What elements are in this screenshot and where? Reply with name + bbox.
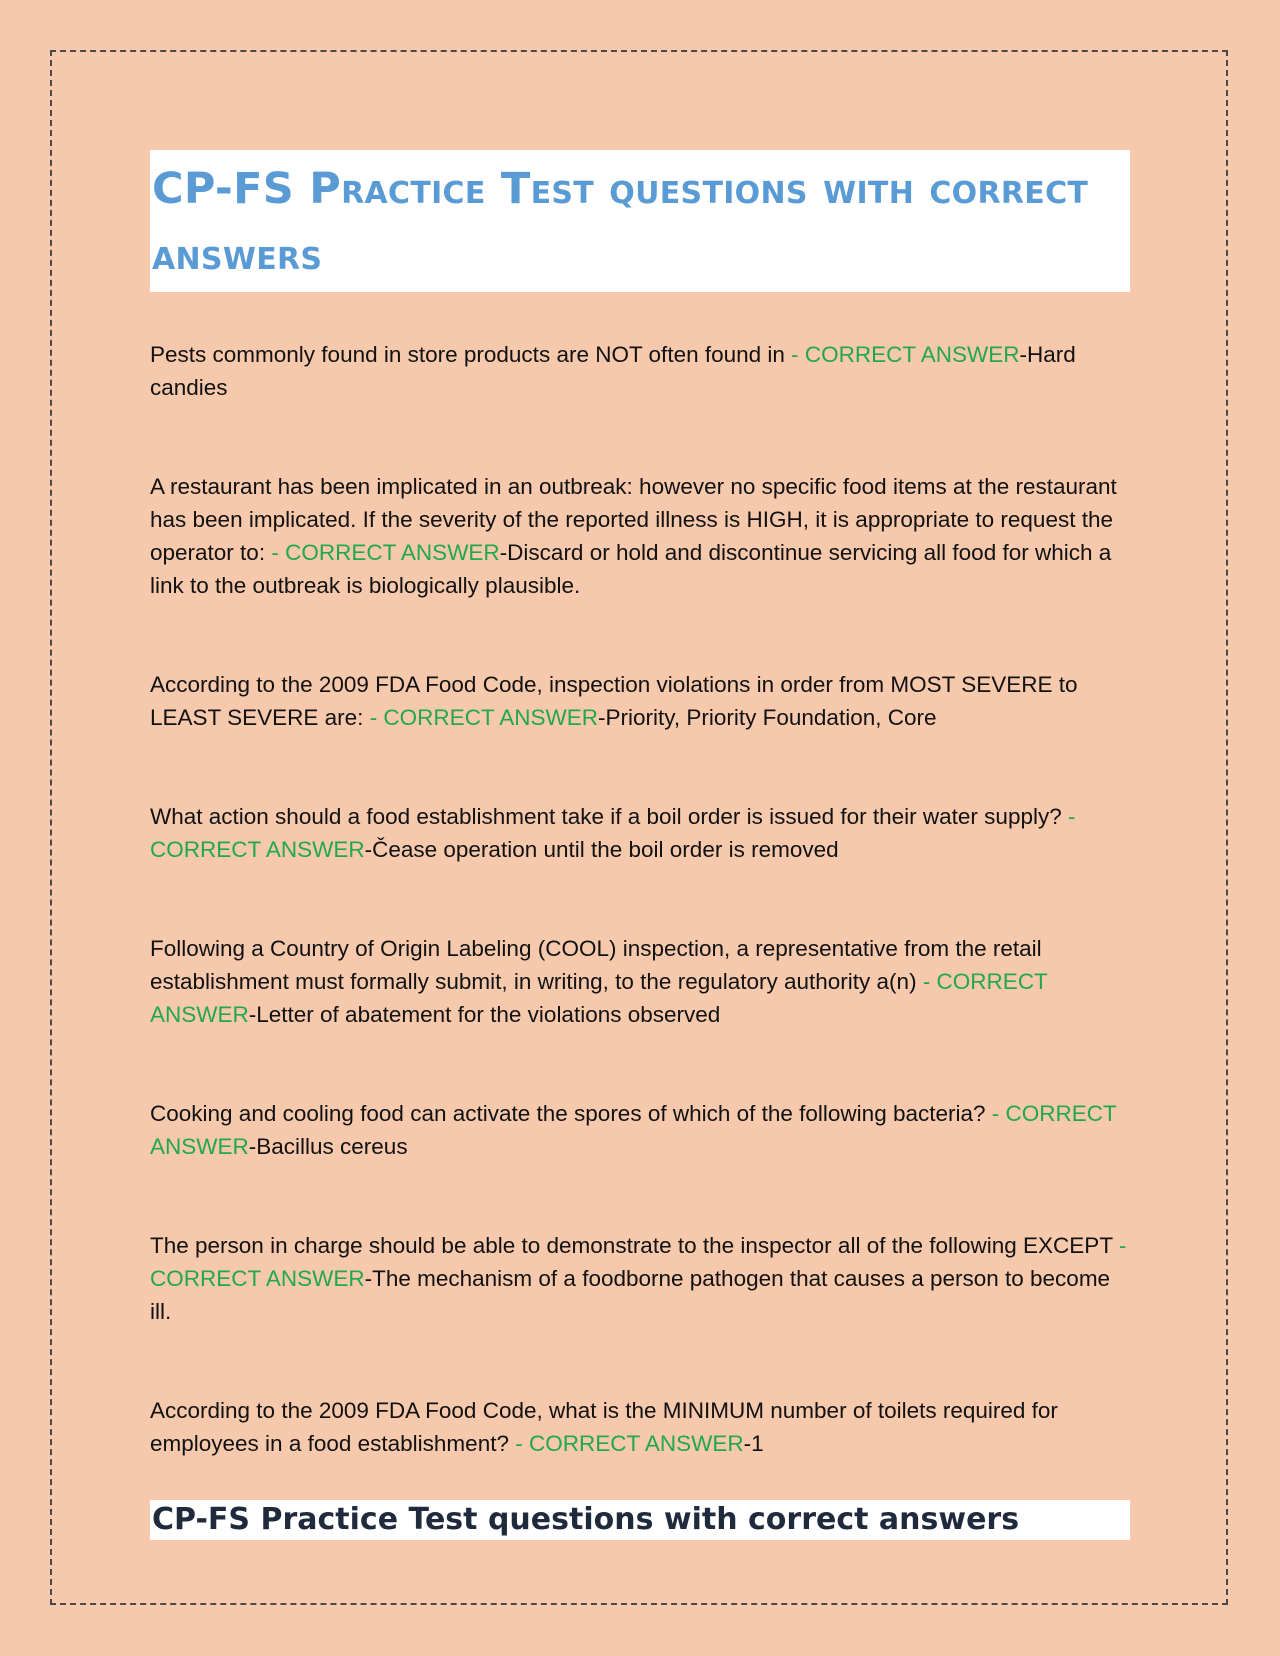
answer-text: -Discard or hold and discontinue servicing all food for which a link to the outbreak is biologically plausible. — [150, 540, 1112, 598]
question-text: According to the 2009 FDA Food Code, inspection violations in order from MOST SEVERE to LEAST SEVERE are: — [150, 672, 1078, 730]
question-text: According to the 2009 FDA Food Code, what is the MINIMUM number of toilets required for employees in a food establishment? — [150, 1398, 1058, 1456]
document-content — [150, 150, 1130, 1540]
qa-item — [150, 1097, 1130, 1163]
footer-title-box — [150, 1500, 1130, 1540]
correct-answer-marker: - CORRECT ANSWER — [150, 1101, 1117, 1159]
document-title: CP-FS Practice Test questions with correct answers — [152, 164, 1089, 280]
question-text: Following a Country of Origin Labeling (COOL) inspection, a representative from the retail establishment must formally submit, in writing, to the regulatory authority a(n) — [150, 936, 1042, 994]
qa-item — [150, 1229, 1130, 1328]
answer-text: -1 — [743, 1431, 764, 1456]
qa-item — [150, 668, 1130, 734]
qa-item — [150, 932, 1130, 1031]
correct-answer-marker: - CORRECT ANSWER — [150, 969, 1048, 1027]
answer-text: -The mechanism of a foodborne pathogen that causes a person to become ill. — [150, 1266, 1111, 1324]
answer-text: -Čease operation until the boil order is removed — [364, 837, 839, 862]
qa-item — [150, 470, 1130, 602]
correct-answer-marker: - CORRECT ANSWER — [150, 1233, 1127, 1291]
question-text: Pests commonly found in store products are NOT often found in — [150, 342, 785, 367]
correct-answer-marker: - CORRECT ANSWER — [265, 540, 500, 565]
question-text: Cooking and cooling food can activate the spores of which of the following bacteria? — [150, 1101, 986, 1126]
question-text: What action should a food establishment take if a boil order is issued for their water supply? — [150, 804, 1062, 829]
footer-title: CP-FS Practice Test questions with correct answers — [152, 1502, 1020, 1537]
correct-answer-marker: - CORRECT ANSWER — [508, 1431, 744, 1456]
answer-text: -Bacillus cereus — [248, 1134, 408, 1159]
correct-answer-marker: - CORRECT ANSWER — [784, 342, 1020, 367]
qa-item — [150, 800, 1130, 866]
answer-text: -Letter of abatement for the violations observed — [248, 1002, 721, 1027]
answer-text: -Hard candies — [150, 342, 1076, 400]
qa-item — [150, 338, 1130, 404]
question-text: A restaurant has been implicated in an outbreak: however no specific food items at the restaurant has been implicated. If the severity of the reported illness is HIGH, it is appropriate to request the operator to: — [150, 474, 1117, 565]
qa-item — [150, 1394, 1130, 1460]
question-text: The person in charge should be able to demonstrate to the inspector all of the following EXCEPT — [150, 1233, 1113, 1258]
answer-text: -Priority, Priority Foundation, Core — [598, 705, 937, 730]
correct-answer-marker: - CORRECT ANSWER — [363, 705, 599, 730]
correct-answer-marker: - CORRECT ANSWER — [150, 804, 1076, 862]
title-box — [150, 150, 1130, 292]
